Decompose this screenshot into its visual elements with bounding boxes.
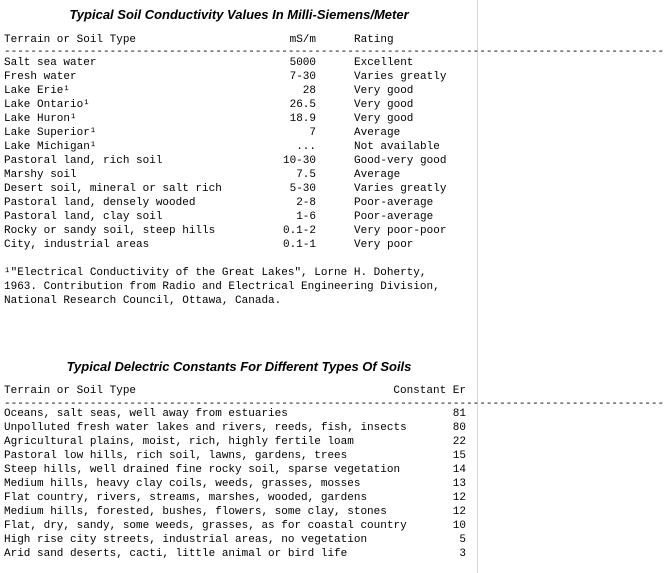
value-cell: 7 [309, 127, 316, 139]
rating-cell: Very poor-poor [354, 225, 447, 237]
terrain-cell: Pastoral land, clay soil [4, 211, 163, 223]
value-cell: 5000 [289, 57, 316, 69]
rating-cell: Poor-average [354, 211, 434, 223]
constant-cell: 15 [452, 450, 466, 462]
rating-cell: Poor-average [354, 197, 434, 209]
footnote-line: National Research Council, Ottawa, Canada. [4, 295, 282, 307]
header-value: mS/m [289, 34, 316, 46]
terrain-cell: Medium hills, heavy clay coils, weeds, grasses, mosses [4, 478, 361, 490]
terrain-cell: Desert soil, mineral or salt rich [4, 183, 222, 195]
terrain-cell: Unpolluted fresh water lakes and rivers, reeds, fish, insects [4, 422, 407, 434]
constant-cell: 22 [452, 436, 466, 448]
terrain-cell: Agricultural plains, moist, rich, highly fertile loam [4, 436, 354, 448]
value-cell: 18.9 [289, 113, 316, 125]
table-row [4, 463, 466, 477]
value-cell: ... [296, 141, 316, 153]
header-terrain: Terrain or Soil Type [4, 34, 137, 46]
table-row [4, 238, 466, 252]
table-row [4, 70, 466, 84]
value-cell: 26.5 [289, 99, 316, 111]
terrain-cell: Medium hills, forested, bushes, flowers, some clay, stones [4, 506, 387, 518]
constant-cell: 80 [452, 422, 466, 434]
constant-cell: 3 [459, 548, 466, 560]
table-row [4, 435, 466, 449]
table-row [4, 449, 466, 463]
terrain-cell: Pastoral low hills, rich soil, lawns, gardens, trees [4, 450, 348, 462]
dielectric-rows [4, 407, 466, 561]
rating-cell: Very good [354, 99, 414, 111]
terrain-cell: Flat, dry, sandy, some weeds, grasses, as for coastal country [4, 520, 407, 532]
table-row [4, 519, 466, 533]
terrain-cell: Arid sand deserts, cacti, little animal or bird life [4, 548, 348, 560]
table-row [4, 140, 466, 154]
table-row [4, 84, 466, 98]
terrain-cell: Rocky or sandy soil, steep hills [4, 225, 216, 237]
terrain-cell: Lake Huron¹ [4, 113, 77, 125]
constant-cell: 10 [452, 520, 466, 532]
table-row [4, 168, 466, 182]
value-cell: 7-30 [289, 71, 316, 83]
constant-cell: 14 [452, 464, 466, 476]
rating-cell: Good-very good [354, 155, 447, 167]
rating-cell: Average [354, 169, 401, 181]
table-row [4, 210, 466, 224]
constant-cell: 12 [452, 506, 466, 518]
value-cell: 1-6 [296, 211, 316, 223]
terrain-cell: Marshy soil [4, 169, 77, 181]
terrain-cell: Lake Erie¹ [4, 85, 71, 97]
table-row [4, 98, 466, 112]
rating-cell: Not available [354, 141, 440, 153]
terrain-cell: City, industrial areas [4, 239, 150, 251]
table-row [4, 491, 466, 505]
table-row [4, 182, 466, 196]
constant-cell: 12 [452, 492, 466, 504]
terrain-cell: Pastoral land, rich soil [4, 155, 163, 167]
terrain-cell: Pastoral land, densely wooded [4, 197, 196, 209]
conductivity-footnote [4, 266, 466, 308]
terrain-cell: Flat country, rivers, streams, marshes, wooded, gardens [4, 492, 368, 504]
terrain-cell: High rise city streets, industrial areas, no vegetation [4, 534, 368, 546]
terrain-cell: Fresh water [4, 71, 77, 83]
table-row [4, 505, 466, 519]
table-row [4, 196, 466, 210]
value-cell: 0.1-1 [282, 239, 316, 251]
table-row [4, 407, 466, 421]
value-cell: 2-8 [296, 197, 316, 209]
table-row [4, 533, 466, 547]
value-cell: 0.1-2 [282, 225, 316, 237]
rating-cell: Excellent [354, 57, 414, 69]
terrain-cell: Salt sea water [4, 57, 97, 69]
conductivity-title: Typical Soil Conductivity Values In Milli-Siemens/Meter [69, 7, 409, 22]
constant-cell: 5 [459, 534, 466, 546]
table-row [4, 224, 466, 238]
dielectric-title: Typical Delectric Constants For Different Types Of Soils [66, 359, 412, 374]
table-row [4, 154, 466, 168]
conductivity-separator: ---------------------------------------------------------------------------------------------------- [4, 46, 664, 58]
header-constant: Constant Er [393, 385, 466, 397]
dielectric-header [4, 384, 466, 398]
value-cell: 28 [302, 85, 316, 97]
header-terrain: Terrain or Soil Type [4, 385, 137, 397]
constant-cell: 81 [452, 408, 466, 420]
conductivity-rows [4, 56, 466, 252]
table-row [4, 56, 466, 70]
value-cell: 5-30 [289, 183, 316, 195]
rating-cell: Very good [354, 113, 414, 125]
rating-cell: Average [354, 127, 401, 139]
rating-cell: Varies greatly [354, 71, 447, 83]
table-row [4, 477, 466, 491]
table-row [4, 421, 466, 435]
value-cell: 7.5 [296, 169, 316, 181]
footnote-line: 1963. Contribution from Radio and Electrical Engineering Division, [4, 281, 440, 293]
header-rating: Rating [354, 34, 394, 46]
rating-cell: Very good [354, 85, 414, 97]
terrain-cell: Lake Superior¹ [4, 127, 97, 139]
constant-cell: 13 [452, 478, 466, 490]
table-row [4, 112, 466, 126]
terrain-cell: Lake Ontario¹ [4, 99, 90, 111]
terrain-cell: Steep hills, well drained fine rocky soil, sparse vegetation [4, 464, 401, 476]
rating-cell: Varies greatly [354, 183, 447, 195]
terrain-cell: Oceans, salt seas, well away from estuaries [4, 408, 288, 420]
rating-cell: Very poor [354, 239, 414, 251]
table-row [4, 126, 466, 140]
value-cell: 10-30 [282, 155, 316, 167]
footnote-line: ¹"Electrical Conductivity of the Great Lakes", Lorne H. Doherty, [4, 267, 427, 279]
dielectric-separator: ---------------------------------------------------------------------------------------------------- [4, 398, 664, 410]
terrain-cell: Lake Michigan¹ [4, 141, 97, 153]
table-row [4, 547, 466, 561]
